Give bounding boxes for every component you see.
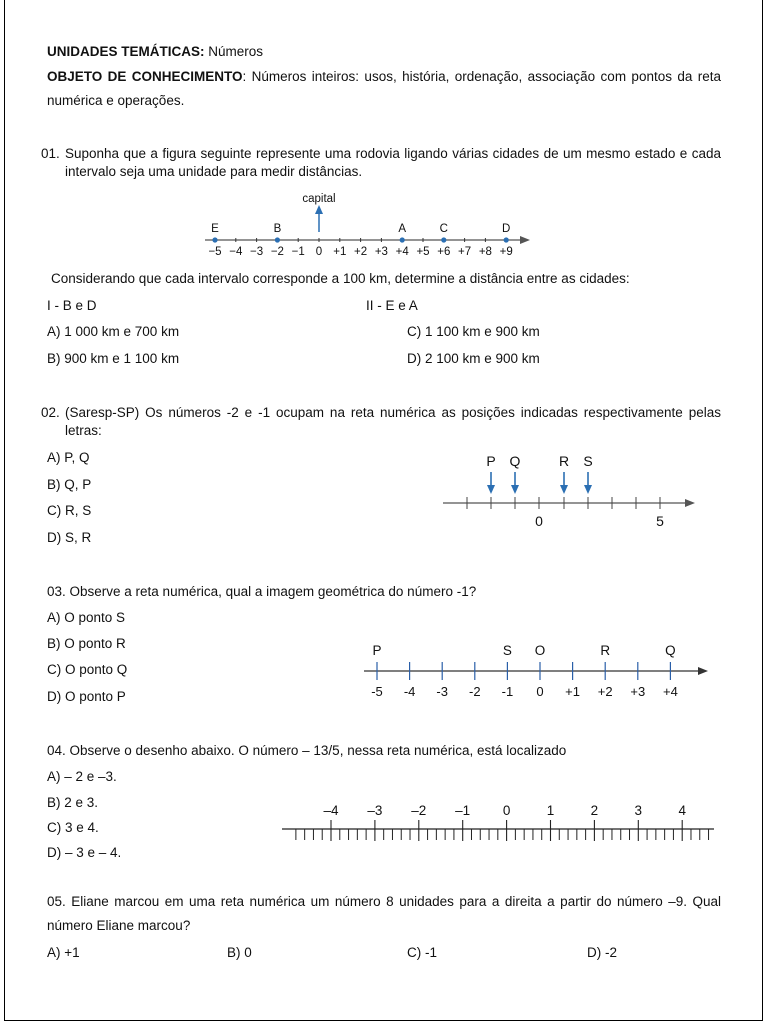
q5-option-b[interactable]: B) 0 [227, 945, 252, 960]
q1-tick-label: +9 [499, 246, 513, 258]
q3-option-d[interactable]: D) O ponto P [47, 689, 126, 704]
q4-tick-label: –3 [367, 803, 383, 818]
q1-axis-arrow [520, 236, 530, 244]
q4-tick-label: –1 [455, 803, 471, 818]
q1-tick-label: +3 [374, 246, 388, 258]
q1-point-label: C [439, 223, 448, 235]
q5-option-d[interactable]: D) -2 [587, 945, 617, 960]
q1-statement: Considerando que cada intervalo corresponde a 100 km, determine a distância entre as cidades: [51, 271, 630, 286]
q1-point-label: A [398, 223, 407, 235]
q1-point-label: B [273, 223, 282, 235]
q3-option-c[interactable]: C) O ponto Q [47, 662, 128, 677]
q4-tick-label: 0 [502, 803, 511, 818]
q1-point-label: E [211, 223, 219, 235]
q2-arrow-down-icon [487, 485, 495, 494]
q1-tick-label: −1 [291, 246, 305, 258]
q3-tick-label: -3 [436, 684, 448, 699]
q2-arrow-down-icon [584, 485, 592, 494]
q3-tick-label: +2 [597, 684, 613, 699]
q2-letter-label: S [583, 453, 593, 469]
q4-tick-label: 1 [546, 803, 555, 818]
q1-option-a[interactable]: A) 1 000 km e 700 km [47, 324, 180, 339]
q2-arrow-down-icon [511, 485, 519, 494]
q1-capital-label: capital [302, 193, 336, 205]
q1-tick-label: +4 [395, 246, 409, 258]
q4-text: 04. Observe o desenho abaixo. O número – 13/5, nessa reta numérica, está localizado [47, 743, 567, 758]
q1-point-dot [212, 237, 217, 242]
q1-tick-label: −3 [250, 246, 264, 258]
q3-tick-label: -4 [403, 684, 416, 699]
q2-number: 02. [41, 405, 60, 420]
q3-tick-label: +3 [630, 684, 646, 699]
q1-text: Suponha que a figura seguinte represente uma rodovia ligando várias cidades de um mesmo estado e cada intervalo seja uma unidade para medir distâncias. [65, 146, 721, 179]
q2-zero-label: 0 [535, 513, 543, 529]
q1-tick-label: −5 [208, 246, 222, 258]
q1-tick-label: +1 [333, 246, 347, 258]
q3-letter-label: Q [665, 643, 676, 658]
q3-text: 03. Observe a reta numérica, qual a imagem geométrica do número -1? [47, 584, 477, 599]
q1-point-dot [400, 237, 405, 242]
q1-point-dot [504, 237, 509, 242]
q2-letter-label: R [558, 453, 570, 469]
q4-option-b[interactable]: B) 2 e 3. [47, 795, 99, 810]
q1-tick-label: +2 [354, 246, 368, 258]
objeto-conhecimento: OBJETO DE CONHECIMENTO: Números inteiros: usos, história, ordenação, associação com pontos da reta numérica e operações. [47, 69, 721, 108]
q3-tick-label: +1 [565, 684, 581, 699]
q1-part1: I - B e D [47, 298, 97, 313]
q3-tick-label: +4 [662, 684, 678, 699]
q1-number: 01. [41, 146, 60, 161]
q2-text: (Saresp-SP) Os números -2 e -1 ocupam na reta numérica as posições indicadas respectivamente pelas letras: [65, 405, 721, 438]
q1-point-dot [441, 237, 446, 242]
q1-option-d[interactable]: D) 2 100 km e 900 km [407, 351, 540, 366]
q5-text: 05. Eliane marcou em uma reta numérica um número 8 unidades para a direita a partir do número –9. Qual número Eliane marcou? [47, 894, 721, 933]
unidades-tematicas: UNIDADES TEMÁTICAS: Números [47, 44, 264, 59]
q3-letter-label: O [534, 643, 546, 658]
q1-option-c[interactable]: C) 1 100 km e 900 km [407, 324, 540, 339]
q1-tick-label: +5 [416, 246, 430, 258]
q1-option-b[interactable]: B) 900 km e 1 100 km [47, 351, 180, 366]
q2-axis-arrow [685, 499, 695, 507]
q4-option-c[interactable]: C) 3 e 4. [47, 820, 99, 835]
q3-tick-label: -5 [371, 684, 383, 699]
q1-point-dot [275, 237, 280, 242]
q2-letter-label: Q [509, 453, 521, 469]
q1-capital-arrow-icon [315, 205, 323, 214]
q3-letter-label: P [372, 643, 382, 658]
q2-option-c[interactable]: C) R, S [47, 503, 92, 518]
q4-tick-label: –4 [323, 803, 339, 818]
q3-tick-label: -2 [469, 684, 481, 699]
q5-option-c[interactable]: C) -1 [407, 945, 437, 960]
q4-tick-label: 3 [634, 803, 643, 818]
q2-option-d[interactable]: D) S, R [47, 530, 92, 545]
q4-tick-label: 2 [590, 803, 599, 818]
q1-point-label: D [502, 223, 511, 235]
q3-letter-label: S [502, 643, 512, 658]
q1-tick-label: −2 [270, 246, 284, 258]
q3-tick-label: 0 [536, 684, 544, 699]
q1-tick-label: +8 [478, 246, 492, 258]
q2-option-b[interactable]: B) Q, P [47, 477, 92, 492]
q2-option-a[interactable]: A) P, Q [47, 450, 90, 465]
q3-option-a[interactable]: A) O ponto S [47, 610, 126, 625]
q4-tick-label: 4 [678, 803, 686, 818]
q1-tick-label: +6 [437, 246, 451, 258]
q3-option-b[interactable]: B) O ponto R [47, 636, 126, 651]
q4-tick-label: –2 [411, 803, 427, 818]
q4-option-d[interactable]: D) – 3 e – 4. [47, 845, 122, 860]
q3-letter-label: R [600, 643, 611, 658]
q3-tick-label: -1 [501, 684, 514, 699]
q3-axis-arrow [698, 667, 708, 675]
q5-option-a[interactable]: A) +1 [47, 945, 80, 960]
q1-tick-label: −4 [229, 246, 243, 258]
q1-tick-label: 0 [315, 246, 323, 258]
q4-option-a[interactable]: A) – 2 e –3. [47, 769, 117, 784]
q2-arrow-down-icon [560, 485, 568, 494]
q2-five-label: 5 [656, 513, 664, 529]
q1-tick-label: +7 [458, 246, 472, 258]
q2-letter-label: P [486, 453, 496, 469]
q1-part2: II - E e A [366, 298, 418, 313]
